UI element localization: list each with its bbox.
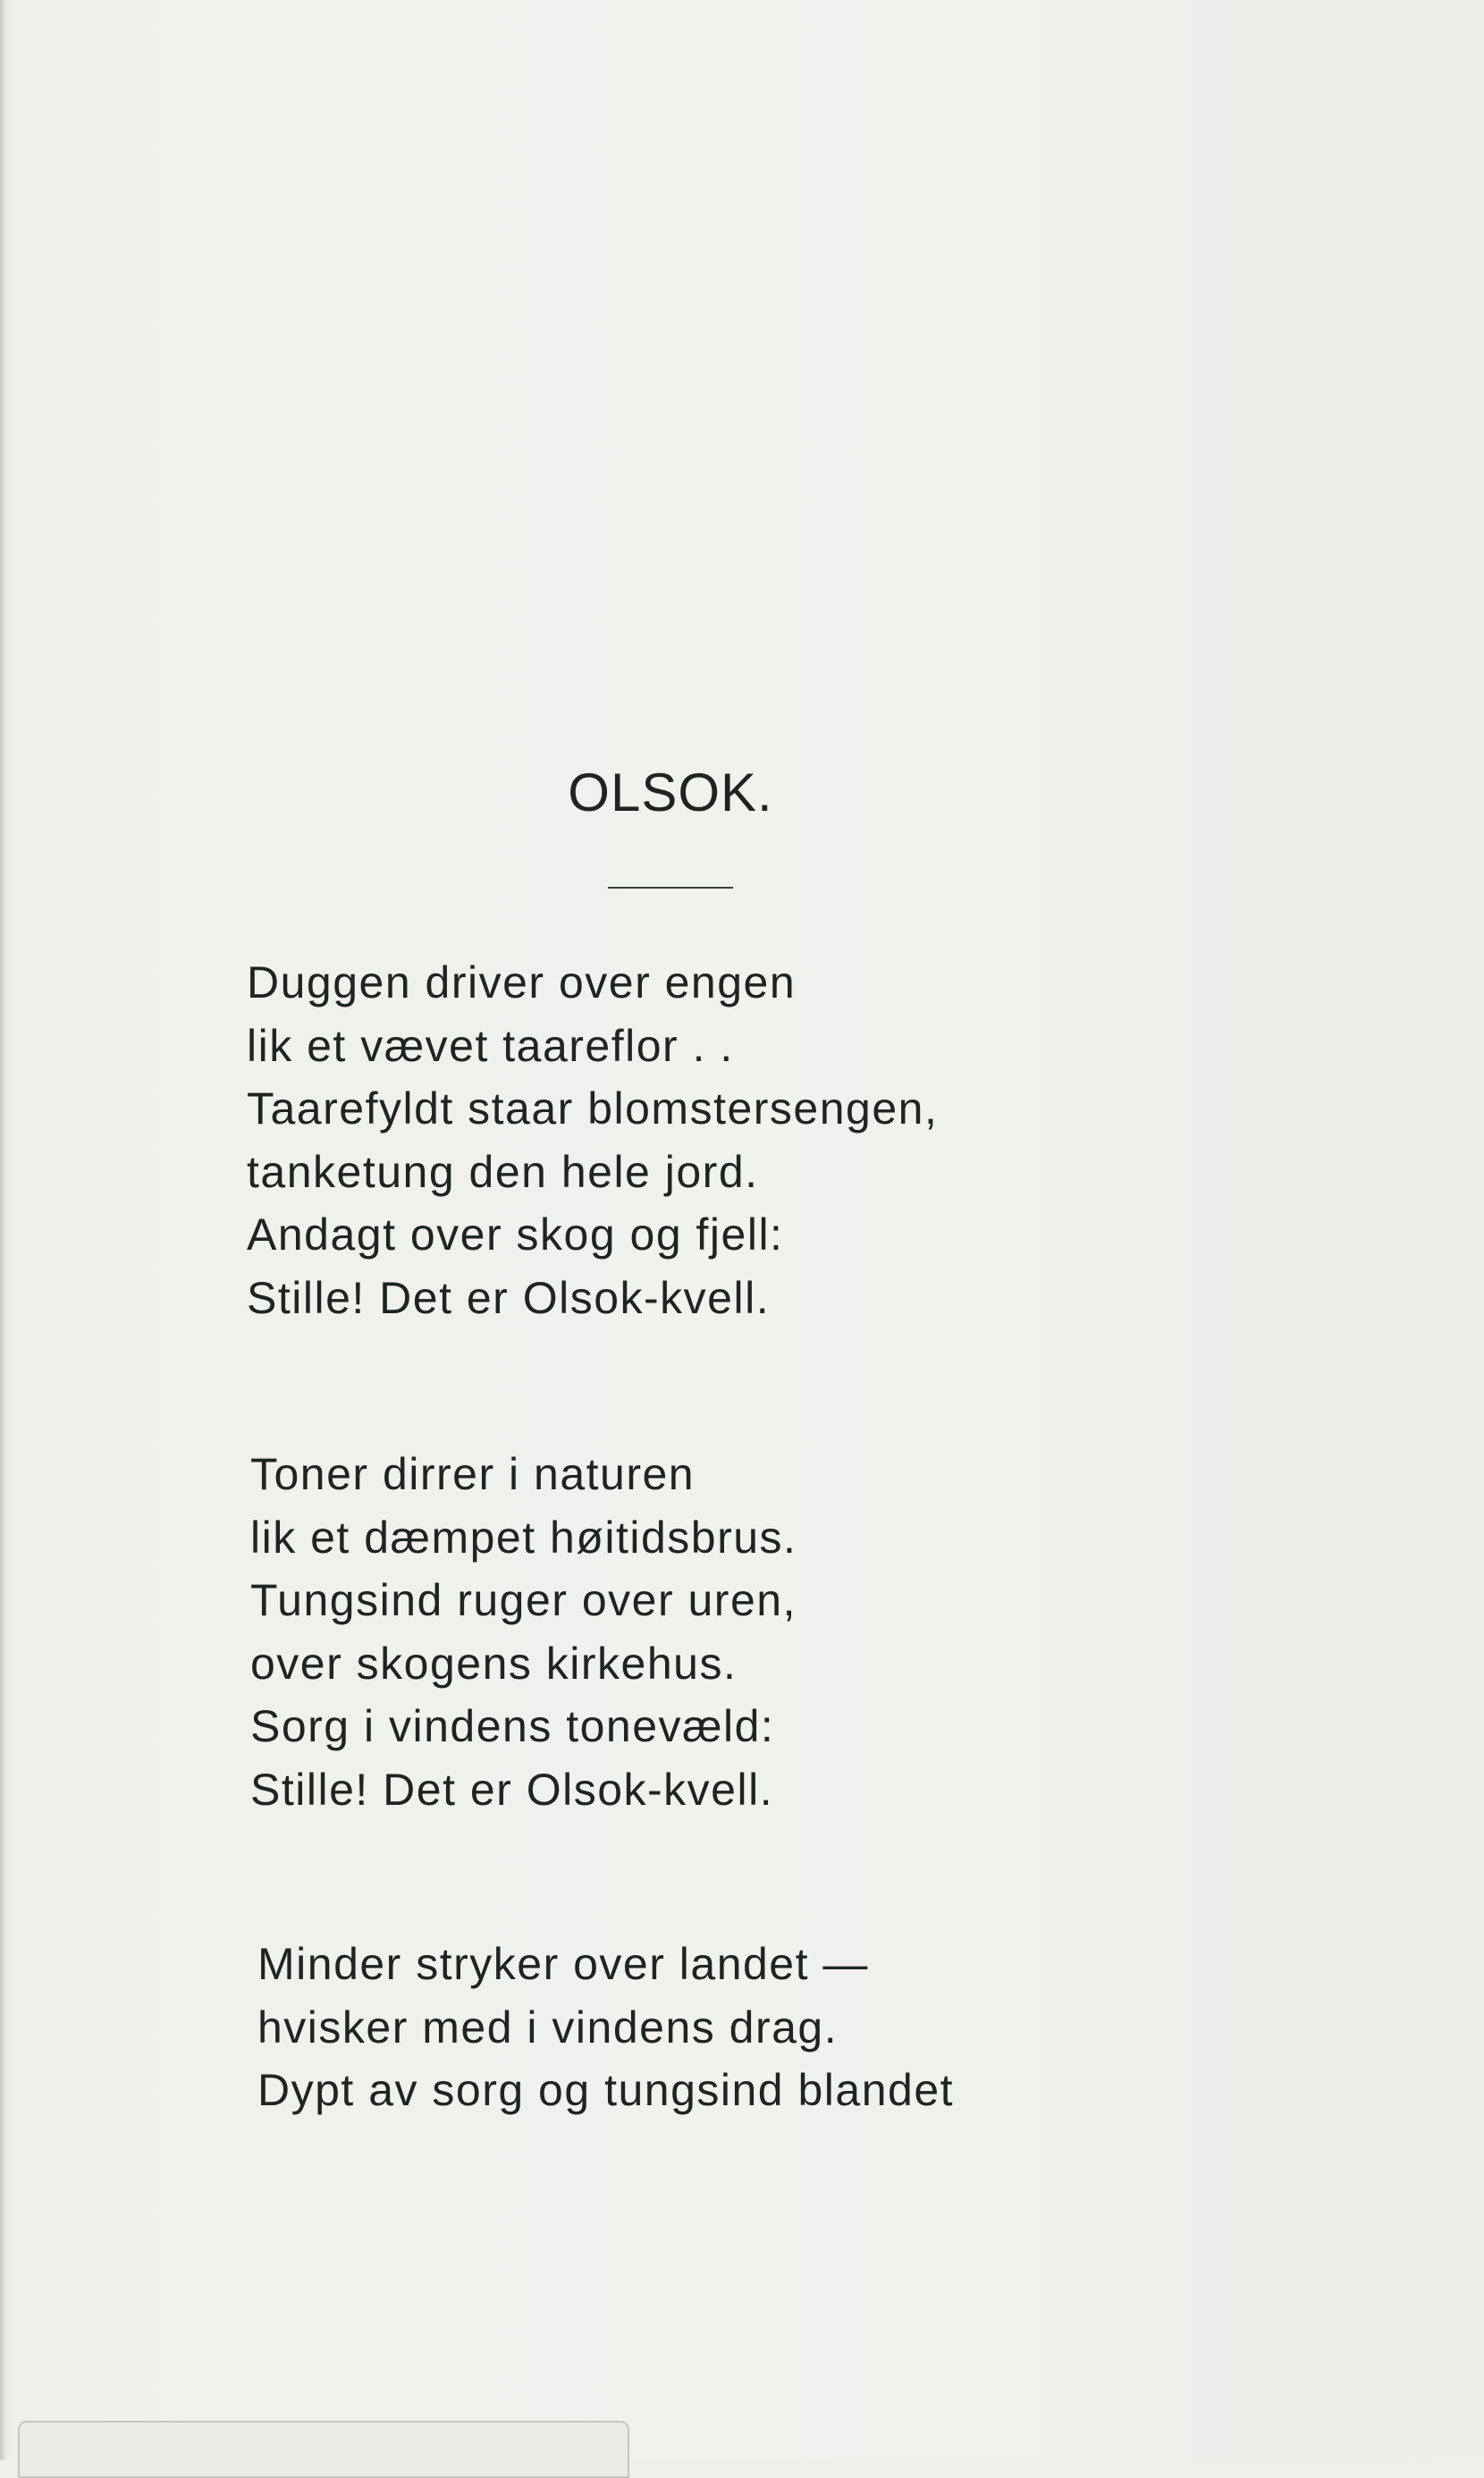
poem-line: Duggen driver over engen [247, 957, 797, 1007]
stanza-3 [257, 1933, 954, 2122]
poem-line: Stille! Det er Olsok-kvell. [250, 1764, 774, 1815]
poem-line: over skogens kirkehus. [250, 1638, 738, 1689]
poem-line: Minder stryker over landet — [257, 1939, 869, 1989]
stanza-1 [247, 951, 938, 1329]
page-bottom-tab [18, 2421, 629, 2478]
poem-line: Taarefyldt staar blomstersengen, [247, 1083, 939, 1134]
title-divider [608, 887, 733, 889]
poem-line: Sorg i vindens tonevæld: [250, 1701, 775, 1751]
poem-line: Andagt over skog og fjell: [247, 1210, 784, 1260]
poem-line: Toner dirrer i naturen [250, 1449, 696, 1499]
poem-line: Dypt av sorg og tungsind blandet [257, 2065, 955, 2115]
poem-line: lik et vævet taareflor . . [247, 1020, 734, 1071]
stanza-2 [250, 1443, 797, 1821]
poem-line: tanketung den hele jord. [247, 1146, 759, 1197]
poem-line: Stille! Det er Olsok-kvell. [247, 1272, 771, 1323]
poem-title: OLSOK. [568, 763, 773, 822]
poem-line: hvisker med i vindens drag. [257, 2002, 839, 2052]
poem-line: Tungsind ruger over uren, [250, 1575, 797, 1625]
poem-line: lik et dæmpet høitidsbrus. [250, 1512, 797, 1563]
page-binding-edge [0, 0, 5, 2460]
